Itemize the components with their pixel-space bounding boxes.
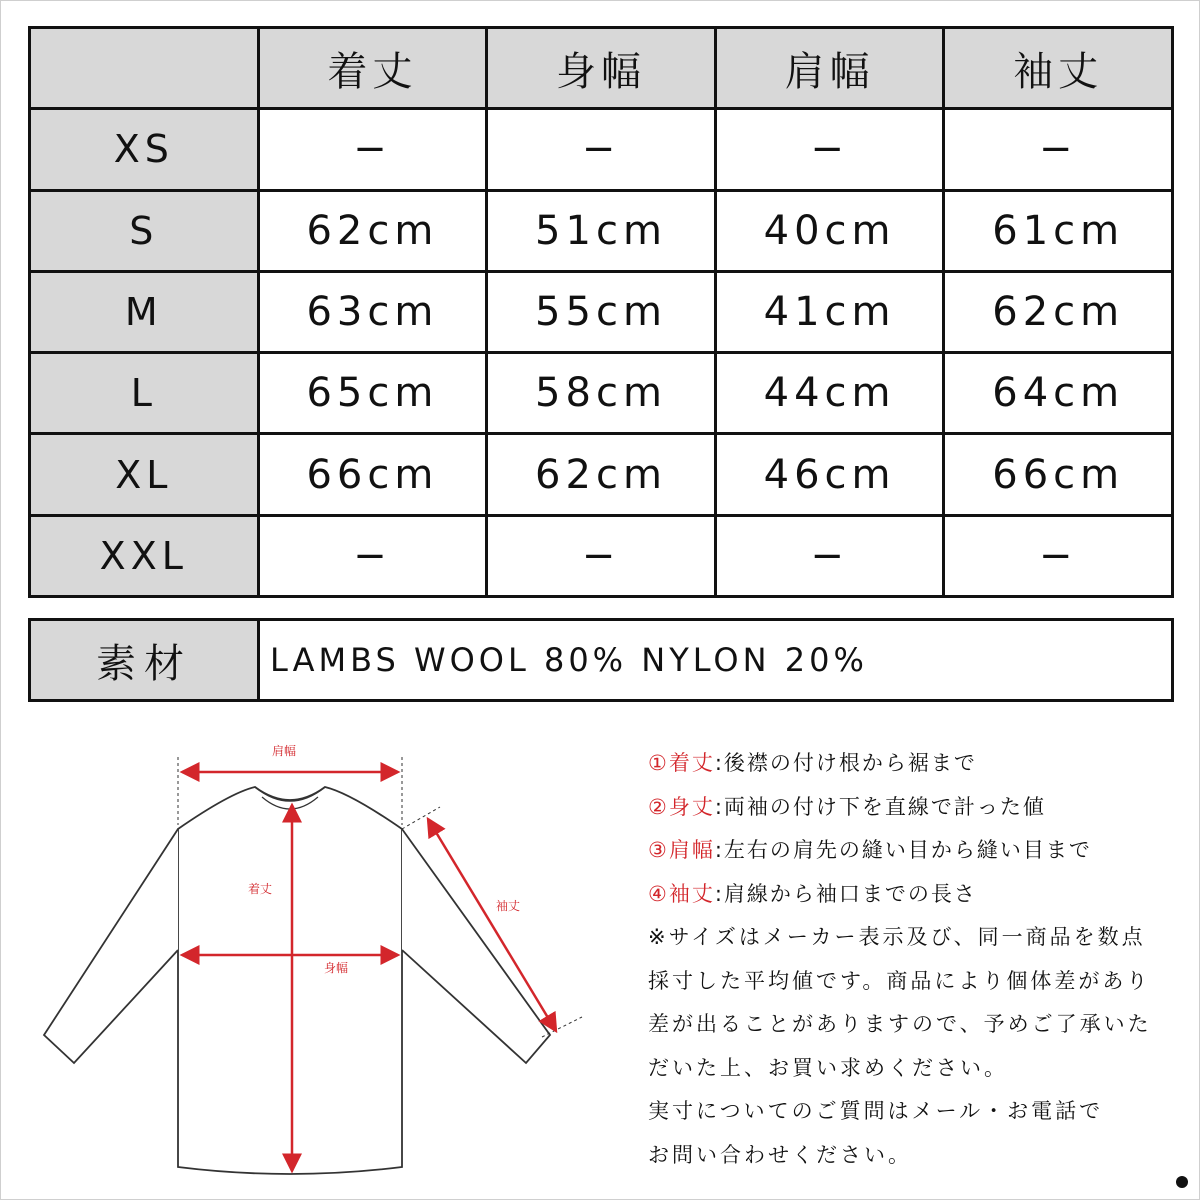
size-table [28,26,1174,598]
measurement-notes [648,747,1188,1182]
definition-number: ① [648,751,669,775]
size-label: S [30,190,259,271]
table-cell: 44cm [715,353,944,434]
material-value: LAMBS WOOL 80% NYLON 20% [259,620,1173,701]
size-label: L [30,353,259,434]
definition-number: ④ [648,881,669,906]
table-cell: 65cm [258,353,487,434]
table-row [30,109,1173,190]
table-cell: 62cm [258,190,487,271]
sweater-outline [44,787,550,1174]
material-label: 素材 [30,620,259,701]
table-cell: 64cm [944,353,1173,434]
table-cell: − [715,515,944,596]
table-cell: 55cm [487,271,716,352]
table-cell: 51cm [487,190,716,271]
disclaimer-line: ※サイズはメーカー表示及び、同一商品を数点 [648,925,1146,949]
table-cell: 40cm [715,190,944,271]
definition-desc: :左右の肩先の縫い目から縫い目まで [714,838,1092,862]
table-cell: 63cm [258,271,487,352]
table-cell: − [944,109,1173,190]
disclaimer-line: 採寸した平均値です。商品により個体差があり [648,968,1151,993]
header-length: 着丈 [258,28,487,109]
definition-line [648,791,1188,835]
table-cell: 66cm [258,434,487,515]
header-body-width: 身幅 [487,28,716,109]
definition-desc: :後襟の付け根から裾まで [714,751,977,775]
table-cell: 62cm [487,434,716,515]
table-cell: 46cm [715,434,944,515]
definition-line [648,747,1188,791]
definition-term: 肩幅 [668,838,715,862]
table-cell: − [258,515,487,596]
disclaimer-line: お問い合わせください。 [648,1142,912,1167]
size-table-header-row [30,28,1173,109]
table-row [30,271,1173,352]
disclaimer-line: 差が出ることがありますので、予めご了承いた [648,1012,1152,1036]
shoulder-label: 肩幅 [272,744,297,758]
table-cell: − [487,515,716,596]
definition-line [648,878,1188,922]
table-cell: − [258,109,487,190]
corner-dot [1176,1176,1188,1188]
definition-number: ② [648,794,669,819]
table-cell: − [944,515,1173,596]
table-row [30,353,1173,434]
table-cell: − [487,109,716,190]
table-row [30,190,1173,271]
definition-number: ③ [648,838,669,862]
definition-term: 着丈 [668,751,715,775]
size-label: XXL [30,515,259,596]
table-cell: 58cm [487,353,716,434]
material-row [30,620,1173,701]
table-cell: 62cm [944,271,1173,352]
definition-term: 身丈 [668,794,715,819]
table-row [30,434,1173,515]
definition-desc: :両袖の付け下を直線で計った値 [714,794,1046,819]
disclaimer-line: だいた上、お買い求めください。 [648,1055,1008,1080]
size-label: M [30,271,259,352]
table-cell: 61cm [944,190,1173,271]
size-label: XS [30,109,259,190]
size-label: XL [30,434,259,515]
definition-line [648,834,1188,878]
disclaimer-line: 実寸についてのご質問はメール・お電話で [648,1099,1104,1123]
table-cell: − [715,109,944,190]
length-label: 着丈 [248,882,273,896]
garment-measurement-diagram [30,735,590,1175]
definition-term: 袖丈 [668,881,715,906]
material-table [28,618,1174,702]
header-corner-cell [30,28,259,109]
header-shoulder-width: 肩幅 [715,28,944,109]
width-label: 身幅 [324,961,349,975]
table-row [30,515,1173,596]
header-sleeve-length: 袖丈 [944,28,1173,109]
table-cell: 41cm [715,271,944,352]
table-cell: 66cm [944,434,1173,515]
sleeve-label: 袖丈 [496,899,521,913]
definition-desc: :肩線から袖口までの長さ [714,881,977,906]
